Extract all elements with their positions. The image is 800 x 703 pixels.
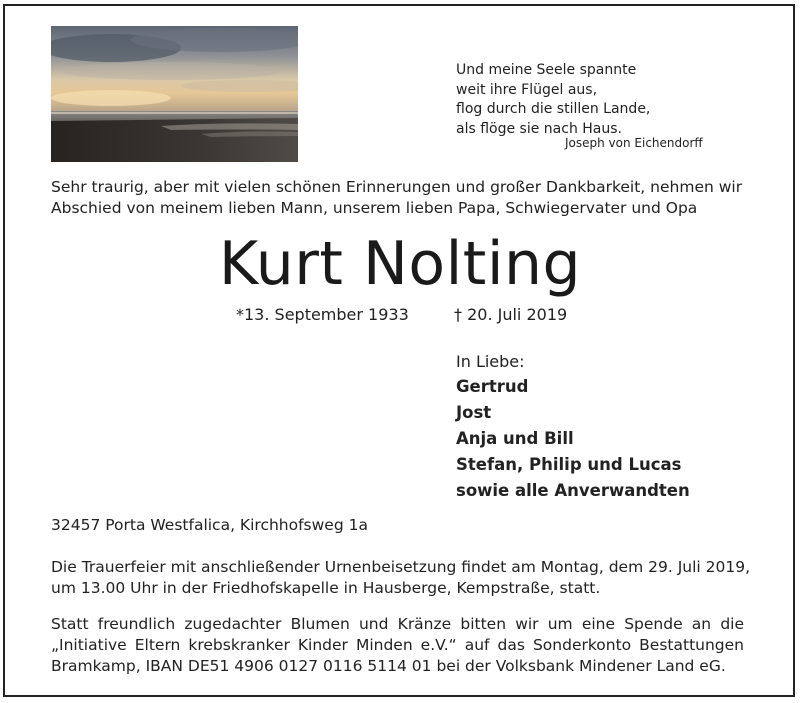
donation-line: „Initiative Eltern krebskranker Kinder Minden e.V.“ auf das Sonderkonto Bestattungen xyxy=(51,636,744,654)
intro-line: Sehr traurig, aber mit vielen schönen Erinnerungen und großer Dankbarkeit, nehmen wir xyxy=(51,178,743,196)
funeral-line: Die Trauerfeier mit anschließender Urnenbeisetzung findet am Montag, dem 29. Juli 2019, xyxy=(51,558,751,576)
poem-line: als flöge sie nach Haus. xyxy=(456,120,622,137)
mourner-name: Anja und Bill xyxy=(456,429,574,448)
donation-line: Bramkamp, IBAN DE51 4906 0127 0116 5114 01 bei der Volksbank Mindener Land eG. xyxy=(51,657,726,675)
address: 32457 Porta Westfalica, Kirchhofsweg 1a xyxy=(51,516,368,534)
mourner-name: Jost xyxy=(456,403,492,422)
donation-line: Statt freundlich zugedachter Blumen und Kränze bitten wir um eine Spende an die xyxy=(51,615,744,633)
poem-line: flog durch die stillen Lande, xyxy=(456,101,651,117)
intro-line: Abschied von meinem lieben Mann, unserem lieben Papa, Schwiegervater und Opa xyxy=(51,199,698,217)
funeral-info xyxy=(51,557,751,599)
donation-info xyxy=(51,614,744,677)
deceased-name: Kurt Nolting xyxy=(218,229,582,299)
poem xyxy=(456,61,650,139)
sunset-beach-photo xyxy=(51,26,298,162)
mourner-name: Stefan, Philip und Lucas xyxy=(456,455,682,474)
mourner-name: sowie alle Anverwandten xyxy=(456,481,690,500)
poem-line: Und meine Seele spannte xyxy=(456,62,637,78)
birth-date: *13. September 1933 xyxy=(236,305,409,324)
mourners-lead: In Liebe: xyxy=(456,352,525,371)
intro-text xyxy=(51,177,751,219)
poem-author: Joseph von Eichendorff xyxy=(565,136,703,150)
mourner-name: Gertrud xyxy=(456,377,529,396)
death-date: † 20. Juli 2019 xyxy=(454,305,568,324)
poem-line: weit ihre Flügel aus, xyxy=(456,81,598,98)
mourners-list xyxy=(456,350,690,504)
funeral-line: um 13.00 Uhr in der Friedhofskapelle in Hausberge, Kempstraße, statt. xyxy=(51,579,601,597)
